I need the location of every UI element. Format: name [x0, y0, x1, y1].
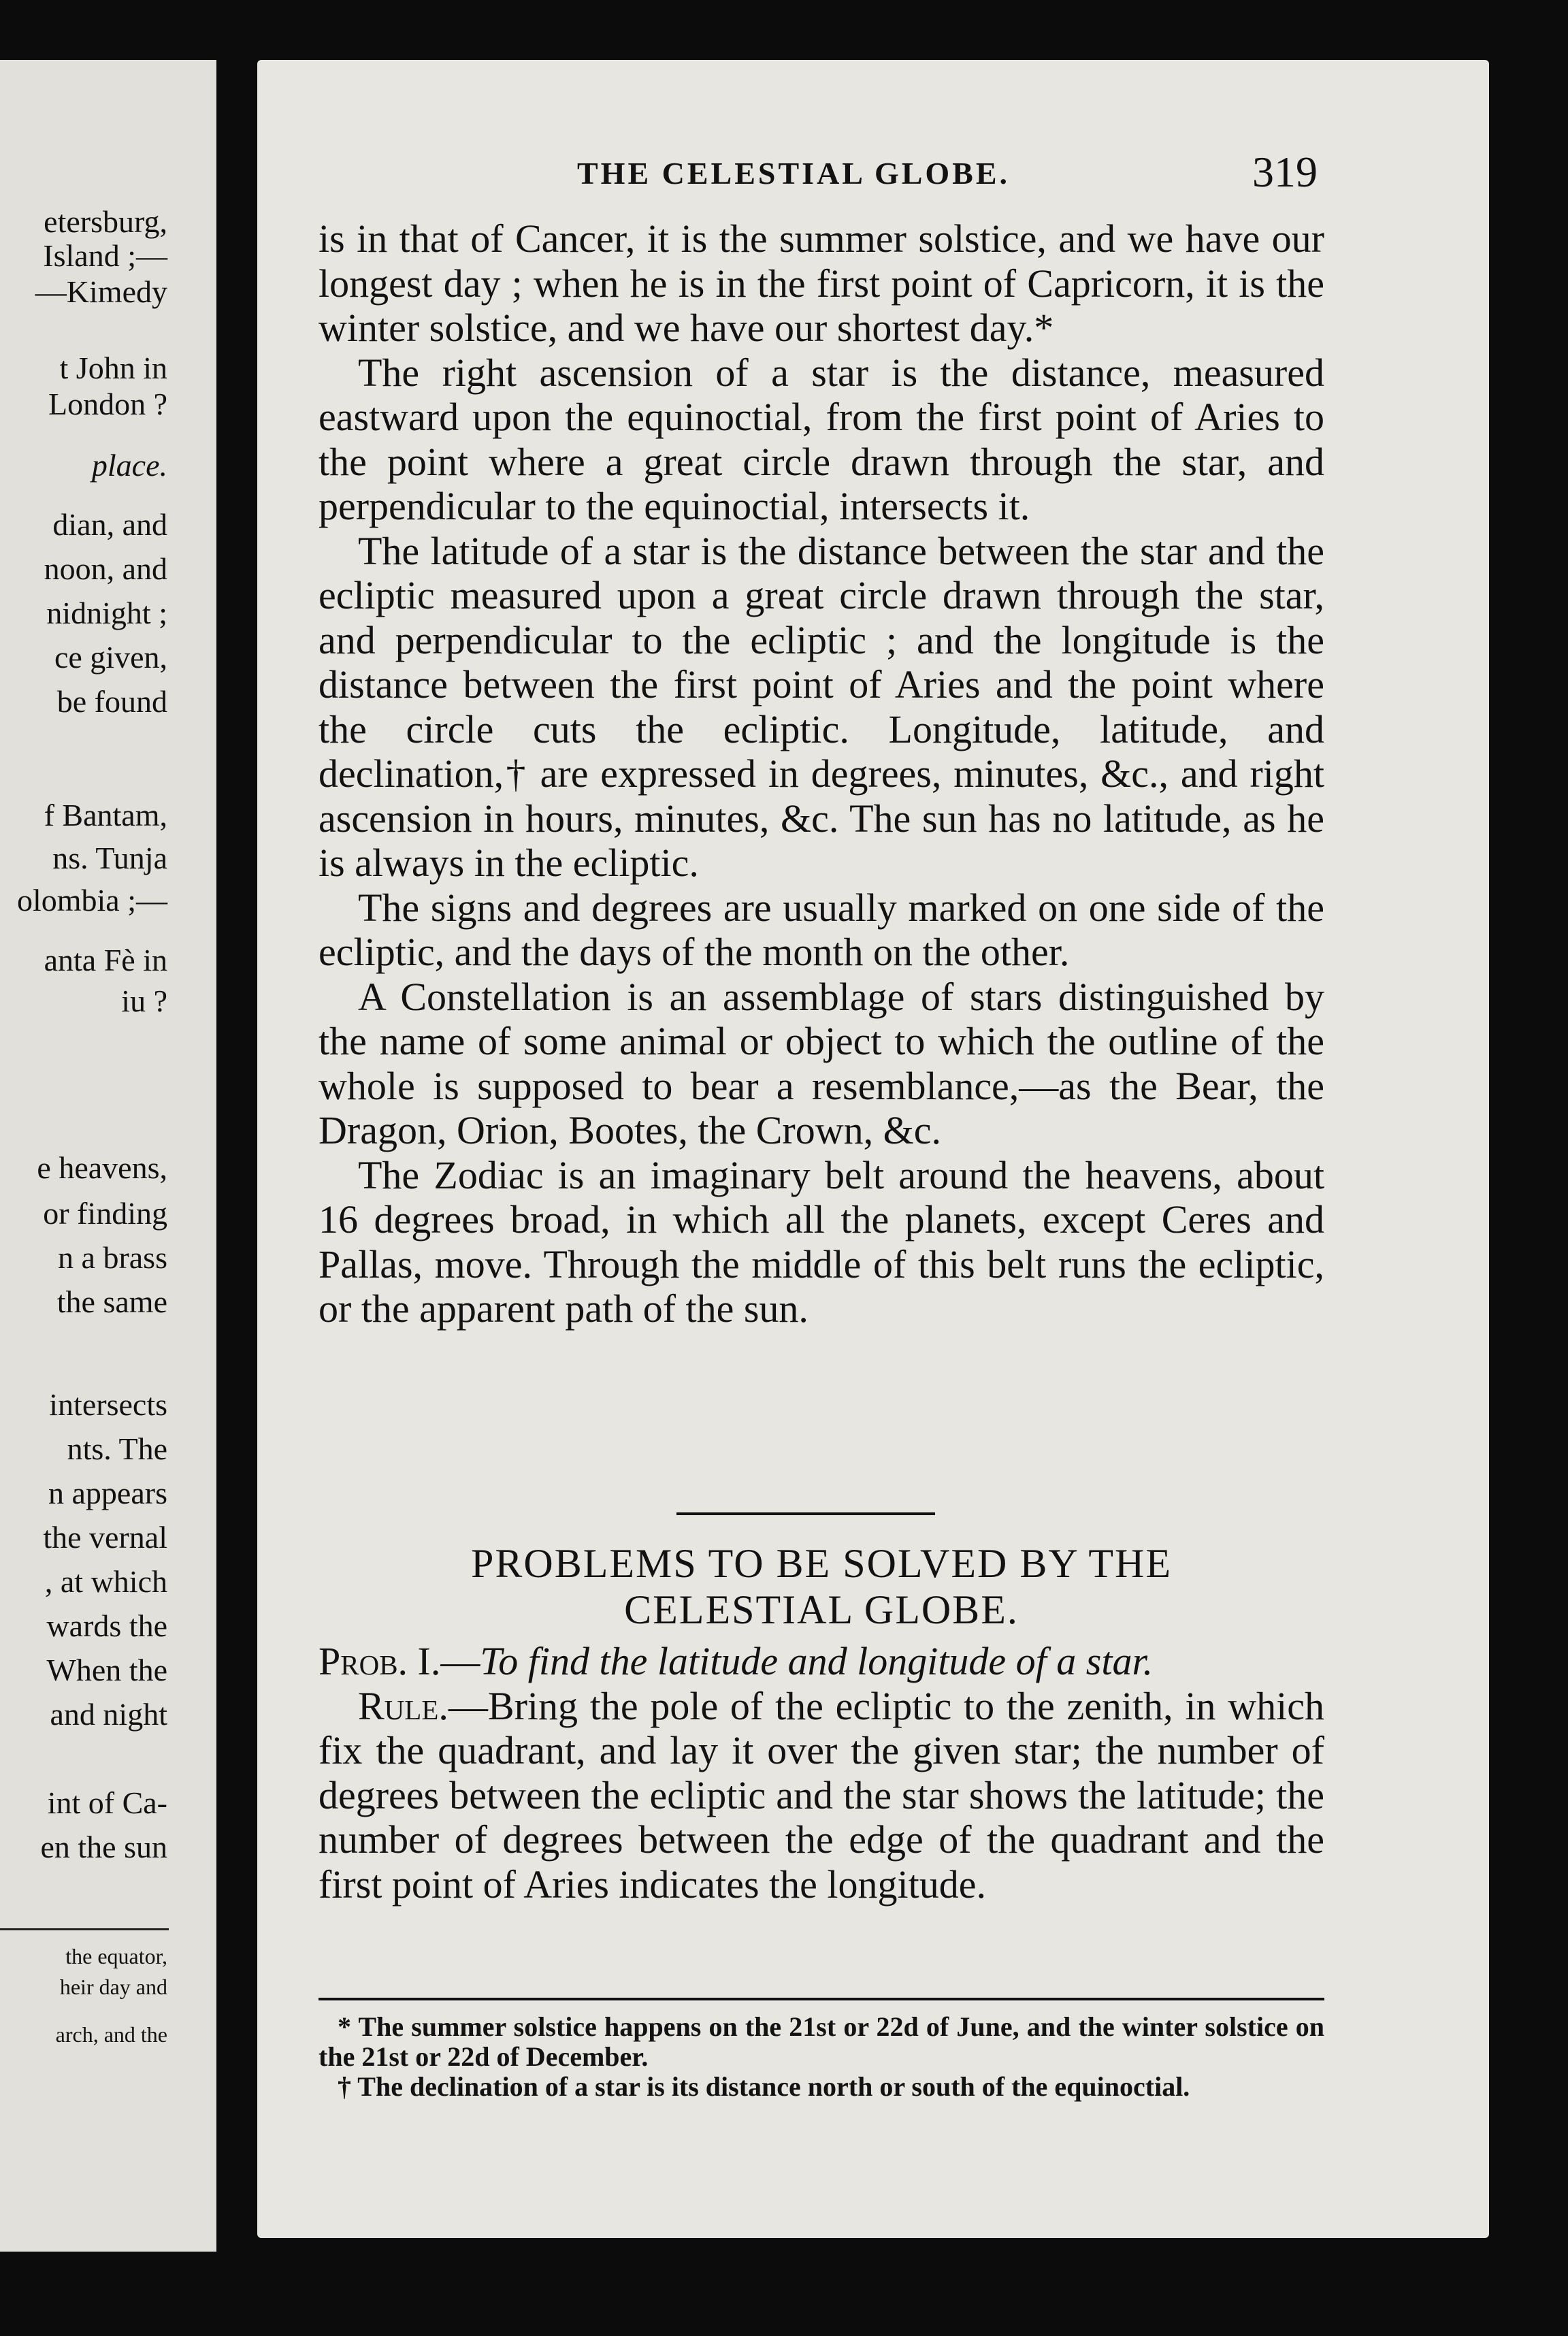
- left-line: the same: [56, 1284, 167, 1319]
- left-line: wards the: [46, 1608, 167, 1643]
- left-line: London ?: [48, 387, 167, 421]
- problem-title: To find the latitude and longitude of a star.: [480, 1639, 1154, 1683]
- footnote: * The summer solstice happens on the 21st or 22d of June, and the winter solstice on the 21st or 22d of December.: [318, 2011, 1324, 2072]
- footnote: † The declination of a star is its distance north or south of the equinoctial.: [338, 2071, 1190, 2102]
- left-line: f Bantam,: [44, 798, 167, 832]
- left-line: e heavens,: [37, 1150, 167, 1185]
- left-line: ns. Tunja: [52, 841, 167, 875]
- paragraph: The signs and degrees are usually marked on one side of the ecliptic, and the days of the month on the other.: [318, 885, 1324, 974]
- page-number: 319: [1252, 148, 1318, 196]
- paragraph: The right ascension of a star is the distance, measured eastward upon the equinoctial, from the first point of Aries to the point where a great circle drawn through the star, and perpendicular to the equinoctial, intersects it.: [318, 350, 1324, 528]
- left-note-line: the equator,: [65, 1944, 167, 1968]
- left-line: —Kimedy: [35, 274, 167, 309]
- book-page: [257, 60, 1489, 2238]
- left-note-line: heir day and: [59, 1975, 167, 1999]
- left-line: and night: [50, 1697, 167, 1732]
- left-line: nidnight ;: [46, 596, 167, 630]
- left-line: nts. The: [67, 1431, 167, 1466]
- paragraph: is in that of Cancer, it is the summer solstice, and we have our longest day ; when he is in the first point of Capricorn, it is the winter solstice, and we have our shortest day.*: [318, 216, 1324, 350]
- rule-text: Bring the pole of the ecliptic to the zenith, in which fix the quadrant, and lay it over the given star; the number of degrees between the ecliptic and the star shows the latitude; the number of degrees between the edge of the quadrant and the first point of Aries indicates the longitude.: [318, 1683, 1324, 1907]
- problem-rule: [318, 1684, 1324, 1907]
- section-heading-line: PROBLEMS TO BE SOLVED BY THE: [470, 1541, 1173, 1586]
- left-line: olombia ;—: [16, 883, 167, 918]
- paragraph: The latitude of a star is the distance between the star and the ecliptic measured upon a great circle drawn through the star, and perpendicular to the ecliptic ; and the longitude is the distance between the first point of Aries and the point where the circle cuts the ecliptic. Longitude, latitude, and declination,† are expressed in degrees, minutes, &c., and right ascension in hours, minutes, &c. The sun has no latitude, as he is always in the ecliptic.: [318, 528, 1324, 885]
- left-line: the vernal: [43, 1520, 167, 1555]
- left-line: Island ;—: [43, 238, 167, 273]
- left-line: iu ?: [121, 984, 167, 1018]
- problem-title-line: [318, 1639, 1324, 1684]
- body-text: [318, 216, 1324, 1331]
- problem-block: [318, 1639, 1324, 1907]
- left-line: dian, and: [52, 507, 167, 542]
- left-line: noon, and: [44, 551, 167, 586]
- left-line: ce given,: [54, 640, 167, 675]
- footnote-rule: [0, 1928, 169, 1930]
- left-note-line: arch, and the: [55, 2022, 167, 2047]
- section-divider: [676, 1512, 935, 1515]
- left-line: , at which: [44, 1564, 167, 1599]
- left-line: anta Fè in: [44, 943, 167, 977]
- left-line: When the: [46, 1653, 167, 1687]
- left-line: be found: [56, 684, 167, 719]
- footnote-rule: [318, 1998, 1324, 2000]
- left-line: place.: [91, 448, 167, 483]
- left-line: t John in: [59, 351, 167, 385]
- left-line: n appears: [48, 1476, 167, 1510]
- rule-label: Rule.—: [358, 1683, 488, 1728]
- left-line: int of Ca-: [47, 1785, 167, 1820]
- running-header: THE CELESTIAL GLOBE.: [577, 156, 1011, 191]
- paragraph: A Constellation is an assemblage of stars distinguished by the name of some animal or object to which the outline of the whole is supposed to bear a resemblance,—as the Bear, the Dragon, Orion, Bootes, the Crown, &c.: [318, 974, 1324, 1152]
- section-heading-line: CELESTIAL GLOBE.: [624, 1587, 1019, 1632]
- left-line: n a brass: [58, 1240, 167, 1275]
- section-heading: [318, 1540, 1324, 1633]
- facing-page-fragment: [0, 60, 216, 2252]
- left-line: intersects: [49, 1387, 167, 1422]
- problem-label: Prob. I.—: [318, 1639, 480, 1683]
- paragraph: The Zodiac is an imaginary belt around the heavens, about 16 degrees broad, in which all the planets, except Ceres and Pallas, move. Through the middle of this belt runs the ecliptic, or the apparent path of the sun.: [318, 1152, 1324, 1331]
- footnotes: [318, 2012, 1324, 2102]
- left-line: etersburg,: [44, 204, 167, 239]
- left-line: en the sun: [40, 1830, 167, 1864]
- left-line: or finding: [43, 1196, 167, 1231]
